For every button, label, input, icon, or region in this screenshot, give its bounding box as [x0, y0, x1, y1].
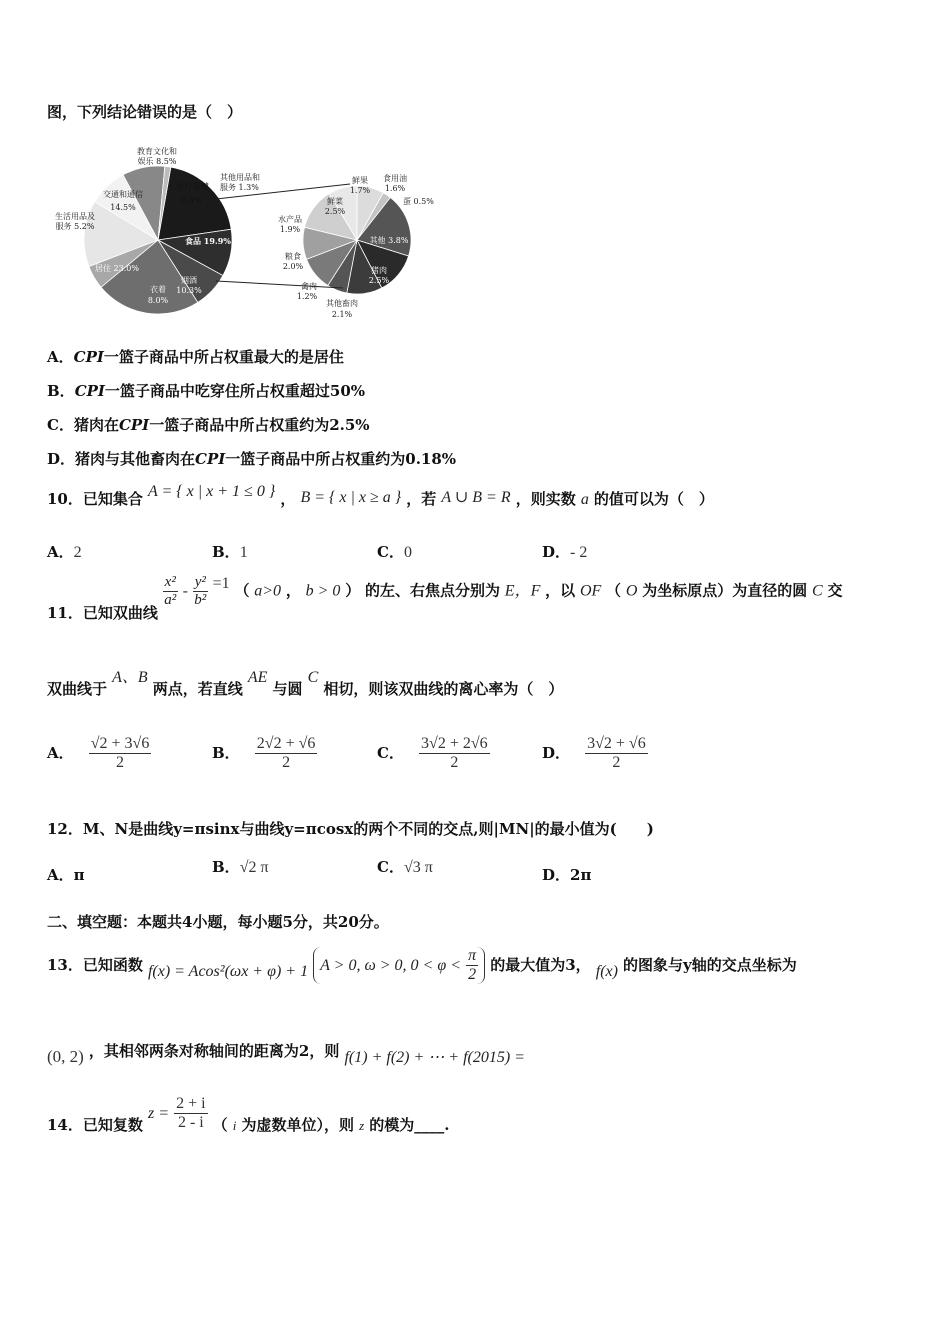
q9-stem: 图，下列结论错误的是（ ）: [47, 103, 243, 121]
label-clothing-val: 8.0%: [147, 296, 169, 305]
label-oil-val: 1.6%: [384, 184, 406, 193]
label-other-goods2: 服务 1.3%: [220, 183, 259, 192]
q12-option-d: D．2π: [542, 866, 592, 884]
cpi-pie-chart: [45, 140, 434, 330]
label-medical: 医疗保健: [177, 182, 209, 191]
q9-option-c: C．猪肉在CPI一篮子商品中所占权重约为2.5%: [47, 416, 370, 434]
q11-option-b: B． $\frac{2√2 + √6}{2}$: [212, 735, 316, 771]
label-grain-val: 2.0%: [282, 262, 304, 271]
q14-stem: 14．已知复数 z = $\frac{2 + i}{2 - i}$ （ $_i$ 为虚数单位），则 $_z$ 的模为____.: [47, 1095, 450, 1134]
q10-option-d: D．- 2: [542, 543, 588, 561]
q12-option-a: A．π: [47, 866, 85, 884]
q10-stem: 10．已知集合 A = { x | x + 1 ≤ 0 } ， B = { x | x ≥ a } ，若 A ∪ B = R ，则实数 a 的值可以为（ ）: [47, 483, 714, 508]
label-pork: 猪肉: [371, 266, 387, 275]
q11-option-c: C． $\frac{3√2 + 2√6}{2}$: [377, 735, 488, 771]
label-aquatic-val: 1.9%: [279, 225, 301, 234]
q12-option-b: B．√2 π: [212, 858, 269, 876]
label-edu: 教育文化和: [137, 147, 177, 156]
q13-stem-line2: (0, 2) ，其相邻两条对称轴间的距离为2，则 f(1) + f(2) + ⋯ + f(2015) =: [47, 1042, 525, 1066]
label-living: 生活用品及: [55, 212, 95, 221]
label-other-meat-val: 2.1%: [331, 310, 353, 319]
label-other-meat: 其他畜肉: [326, 299, 358, 308]
q11-stem-line2: 双曲线于 A、B 两点，若直线 AE 与圆 C 相切，则该双曲线的离心率为（ ）: [47, 669, 564, 698]
q9-option-d: D．猪肉与其他畜肉在CPI一篮子商品中所占权重约为0.18%: [47, 450, 457, 468]
label-oil: 食用油: [383, 174, 407, 183]
label-tobacco: 烟酒: [181, 276, 197, 285]
label-transport: 交通和通信: [103, 190, 143, 199]
label-veg-val: 2.5%: [324, 207, 346, 216]
label-grain: 粮食: [285, 252, 301, 261]
label-food: 食品 19.9%: [185, 236, 231, 246]
label-other-goods: 其他用品和: [220, 173, 260, 182]
label-medical-val: 9.3%: [181, 196, 202, 205]
q13-stem-line1: 13．已知函数 f(x) = Acos²(ωx + φ) + 1 A > 0, ω > 0, 0 < φ < $\frac{\pi}{2}$ 的最大值为3， f(x) 的图象与y轴的交点坐标为: [47, 947, 797, 983]
q12-stem: 12．M、N是曲线y=πsinx与曲线y=πcosx的两个不同的交点,则|MN|的最小值为( ): [47, 820, 654, 838]
label-tobacco-val: 10.3%: [176, 286, 202, 295]
label-clothing: 衣着: [150, 285, 166, 294]
label-transport-val: 14.5%: [110, 203, 136, 212]
q12-option-c: C．√3 π: [377, 858, 433, 876]
q11-option-d: D． $\frac{3√2 + √6}{2}$: [542, 735, 646, 771]
label-fruit: 鲜果: [352, 176, 368, 185]
q10-option-a: A．2: [47, 543, 82, 561]
label-pork-val: 2.5%: [368, 276, 390, 285]
label-poultry: 禽肉: [301, 282, 317, 291]
label-poultry-val: 1.2%: [296, 292, 318, 301]
q9-option-a: A．CPI一篮子商品中所占权重最大的是居住: [47, 348, 344, 366]
label-other: 其他 3.8%: [369, 236, 409, 245]
label-housing: 居住 23.0%: [95, 264, 139, 273]
label-living2: 服务 5.2%: [55, 222, 95, 231]
label-fruit-val: 1.7%: [349, 186, 371, 195]
label-aquatic: 水产品: [278, 215, 302, 224]
q10-option-c: C．0: [377, 543, 412, 561]
label-veg: 鲜菜: [327, 197, 343, 206]
q9-option-b: B．CPI一篮子商品中吃穿住所占权重超过50%: [47, 382, 366, 400]
q11-option-a: A． $\frac{√2 + 3√6}{2}$: [47, 735, 150, 771]
label-edu2: 娱乐 8.5%: [137, 157, 177, 166]
label-egg: 蛋 0.5%: [403, 197, 434, 206]
q11-stem-line1: 11．已知双曲线 $\frac{\text{x²}}{\text{a²}}$ - $\frac{\text{y²}}{\text{b²}}$ =1 （ a>0 ， b > 0 ） 的左、右焦点分别为 E，F ，以 OF （ O 为坐标原点）为直径的圆 C 交: [47, 574, 843, 622]
q10-option-b: B．1: [212, 543, 248, 561]
section-title: 二、填空题：本题共4小题，每小题5分，共20分。: [47, 913, 389, 931]
